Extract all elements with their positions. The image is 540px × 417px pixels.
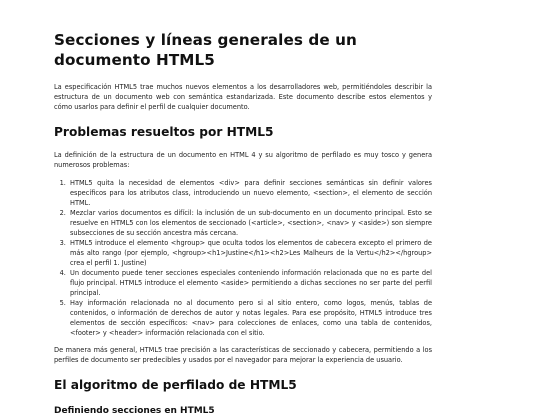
list-item: 4. Un documento puede tener secciones especiales conteniendo información relacionada que no es parte del flujo principal. HTML5 introduce el elemento <aside> permitiendo a dichas secciones no ser parte del perfil principal. (68, 268, 432, 298)
intro-paragraph: La especificación HTML5 trae muchos nuevos elementos a los desarrolladores web, permitiéndoles describir la estructura de un documento web con semántica estandarizada. Este documento describe estos elementos y cómo usarlos para definir el perfil de cualquier documento. (54, 83, 432, 111)
section-heading-algorithm: El algoritmo de perfilado de HTML5 (54, 378, 297, 392)
list-item: 1. HTML5 quita la necesidad de elementos <div> para definir secciones semánticas sin definir valores específicos para los atributos class, introduciendo un nuevo elemento, <section>, el elemento de sección HTML. (68, 178, 432, 208)
list-item: 2. Mezclar varios documentos es difícil: la inclusión de un sub-documento en un documento principal. Esto se resuelve en HTML5 con los elementos de seccionado (<article>, <section>, <nav> y <aside>) son siempre subsecciones de su sección ancestra más cercana. (68, 208, 432, 238)
section-heading-problems: Problemas resueltos por HTML5 (54, 125, 274, 139)
list-item: 3. HTML5 introduce el elemento <hgroup> que oculta todos los elementos de cabecera excepto el primero de más alto rango (por ejemplo, <hgroup><h1>Justine</h1><h2>Les Malheurs de la Vertu</h2></hgroup> crea el perfil 1. Justine) (68, 238, 432, 268)
subsection-heading-defining-sections: Definiendo secciones en HTML5 (54, 406, 215, 416)
problems-intro-paragraph: La definición de la estructura de un documento en HTML 4 y su algoritmo de perfilado es muy tosco y genera numerosos problemas: (54, 151, 432, 169)
list-item: 5. Hay información relacionada no al documento pero si al sitio entero, como logos, menús, tablas de contenidos, o información de derechos de autor y notas legales. Para ese propósito, HTML5 introduce tres elementos de sección específicos: <nav> para colecciones de enlaces, como una tabla de contenidos, <footer> y <header> información relacionada con el sitio. (68, 298, 432, 338)
page-title: Secciones y líneas generales de un documento HTML5 (54, 31, 357, 69)
problems-list (54, 178, 432, 338)
conclusion-paragraph: De manera más general, HTML5 trae precisión a las características de seccionado y cabecera, permitiendo a los perfiles de documento ser predecibles y usados por el navegador para mejorar la experiencia de usuario. (54, 346, 432, 364)
